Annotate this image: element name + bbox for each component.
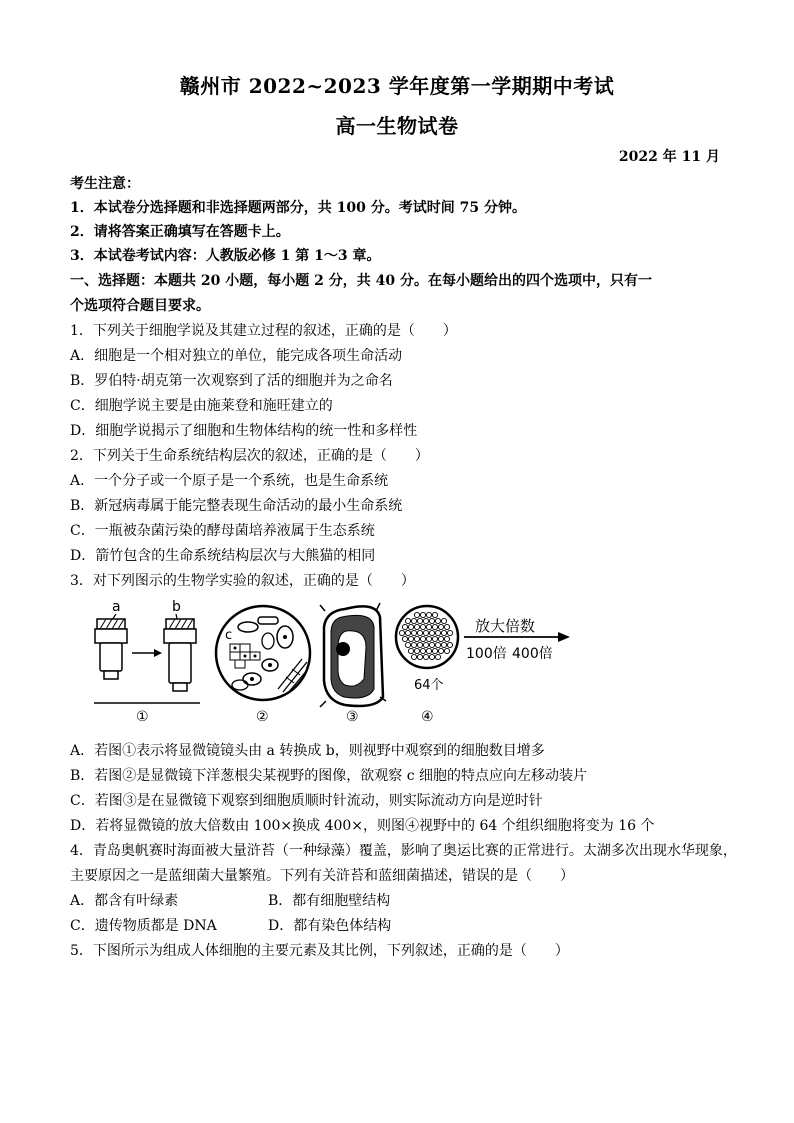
tissue-cell [417, 642, 422, 647]
q2-option-b: B．新冠病毒属于能完整表现生命活动的最小生命系统 [70, 498, 403, 514]
tissue-cell [447, 630, 452, 635]
q1-option-d: D．细胞学说揭示了细胞和生物体结构的统一性和多样性 [70, 423, 418, 439]
tissue-cell [417, 630, 422, 635]
tissue-cell [408, 648, 413, 653]
tissue-cell [447, 642, 452, 647]
q2-option-a: A．一个分子或一个原子是一个系统，也是生命系统 [70, 473, 389, 489]
tissue-cell [429, 642, 434, 647]
panel-number-1: ① [136, 709, 149, 725]
tissue-cell [441, 618, 446, 623]
q2-option-c: C．一瓶被杂菌污染的酵母菌培养液属于生态系统 [70, 523, 375, 539]
tissue-cell [414, 624, 419, 629]
magnification-low: 100倍 [466, 646, 507, 662]
q2-option-d: D．箭竹包含的生命系统结构层次与大熊猫的相同 [70, 548, 376, 564]
tissue-cell [435, 642, 440, 647]
notice-item-3: 3．本试卷考试内容：人教版必修 1 第 1～3 章。 [70, 248, 381, 264]
tissue-cell [423, 654, 428, 659]
section-heading-line1: 一、选择题：本题共 20 小题，每小题 2 分，共 40 分。在每小题给出的四个选项中，只有一 [70, 273, 652, 289]
tissue-cell [405, 642, 410, 647]
tissue-cell [420, 648, 425, 653]
q5-stem: 5．下图所示为组成人体细胞的主要元素及其比例，下列叙述，正确的是（ ） [70, 943, 569, 959]
magnification-arrow [464, 617, 570, 662]
q1-option-c: C．细胞学说主要是由施莱登和施旺建立的 [70, 398, 333, 414]
panel-4-tissue-field [396, 606, 458, 725]
cell-count-label: 64个 [414, 678, 444, 693]
tissue-cell [411, 618, 416, 623]
tissue-cell [444, 636, 449, 641]
tissue-cell [441, 642, 446, 647]
tissue-cell [414, 648, 419, 653]
q4-stem-line1: 4．青岛奥帆赛时海面被大量浒苔（一种绿藻）覆盖，影响了奥运比赛的正常进行。太湖多次出现水华现象， [70, 843, 737, 859]
tissue-cell [432, 648, 437, 653]
q1-stem: 1．下列关于细胞学说及其建立过程的叙述，正确的是（ ） [70, 323, 457, 339]
magnification-label: 放大倍数 [475, 617, 536, 635]
tissue-cell [426, 612, 431, 617]
tissue-cell [405, 630, 410, 635]
q4-option-b: B．都有细胞壁结构 [268, 893, 391, 909]
q3-stem: 3．对下列图示的生物学实验的叙述，正确的是（ ） [70, 573, 415, 589]
tissue-cell [426, 636, 431, 641]
tissue-cell [420, 624, 425, 629]
panel-number-2: ② [256, 709, 269, 725]
tissue-cell [444, 648, 449, 653]
q4-option-d: D．都有染色体结构 [268, 918, 392, 934]
panel-number-3: ③ [346, 709, 359, 725]
tissue-cell [423, 630, 428, 635]
panel-number-4: ④ [421, 709, 434, 725]
panel-3-plant-cell [320, 603, 386, 725]
label-c: c [225, 628, 233, 643]
tissue-cell [441, 630, 446, 635]
exam-title: 赣州市 2022~2023 学年度第一学期期中考试 [179, 74, 615, 98]
notice-heading: 考生注意： [70, 176, 140, 192]
q4-option-a: A．都含有叶绿素 [70, 893, 179, 909]
tissue-cell [432, 636, 437, 641]
exam-date: 2022 年 11 月 [618, 149, 720, 165]
q3-option-c: C．若图③是在显微镜下观察到细胞质顺时针流动，则实际流动方向是逆时针 [70, 793, 543, 809]
tissue-cell [426, 624, 431, 629]
section-heading-line2: 个选项符合题目要求。 [70, 298, 210, 314]
exam-subtitle: 高一生物试卷 [335, 114, 459, 138]
tissue-cell [432, 612, 437, 617]
tissue-cell [423, 642, 428, 647]
tissue-cell [432, 624, 437, 629]
tissue-cell [408, 636, 413, 641]
tissue-cell [411, 630, 416, 635]
q1-option-b: B．罗伯特·胡克第一次观察到了活的细胞并为之命名 [70, 373, 393, 389]
panel-1-objectives [94, 599, 200, 725]
tissue-cell [420, 636, 425, 641]
tissue-cell [402, 636, 407, 641]
tissue-cell [438, 648, 443, 653]
tissue-cell [399, 630, 404, 635]
tissue-cell [429, 618, 434, 623]
tissue-cell [417, 618, 422, 623]
q3-option-d: D．若将显微镜的放大倍数由 100×换成 400×，则图④视野中的 64 个组织细胞将变为 16 个 [70, 818, 655, 834]
tissue-cell [411, 642, 416, 647]
label-a: a [112, 599, 121, 615]
q2-stem: 2．下列关于生命系统结构层次的叙述，正确的是（ ） [70, 448, 429, 464]
tissue-cell [414, 636, 419, 641]
tissue-cell [405, 618, 410, 623]
tissue-cell [444, 624, 449, 629]
q3-option-a: A．若图①表示将显微镜镜头由 a 转换成 b，则视野中观察到的细胞数目增多 [70, 743, 545, 759]
q3-figure [80, 597, 580, 727]
q3-option-b: B．若图②是显微镜下洋葱根尖某视野的图像，欲观察 c 细胞的特点应向左移动装片 [70, 768, 588, 784]
panel-2-field-of-view [216, 606, 310, 725]
notice-item-1: 1．本试卷分选择题和非选择题两部分，共 100 分。考试时间 75 分钟。 [70, 200, 526, 216]
label-b: b [172, 599, 181, 615]
tissue-cell [435, 618, 440, 623]
q4-option-c: C．遗传物质都是 DNA [70, 918, 217, 934]
q4-stem-line2: 主要原因之一是蓝细菌大量繁殖。下列有关浒苔和蓝细菌描述，错误的是（ ） [70, 868, 574, 884]
tissue-cell [402, 624, 407, 629]
tissue-cell [435, 654, 440, 659]
tissue-cell [423, 618, 428, 623]
tissue-cell [435, 630, 440, 635]
tissue-cell [429, 654, 434, 659]
tissue-cell [438, 624, 443, 629]
tissue-cell [429, 630, 434, 635]
notice-item-2: 2．请将答案正确填写在答题卡上。 [70, 224, 290, 240]
tissue-cell [438, 636, 443, 641]
tissue-cell [408, 624, 413, 629]
tissue-cell [417, 654, 422, 659]
magnification-high: 400倍 [512, 646, 553, 662]
tissue-cell [420, 612, 425, 617]
q1-option-a: A．细胞是一个相对独立的单位，能完成各项生命活动 [70, 348, 403, 364]
tissue-cell [414, 612, 419, 617]
tissue-cell [426, 648, 431, 653]
tissue-cell [411, 654, 416, 659]
